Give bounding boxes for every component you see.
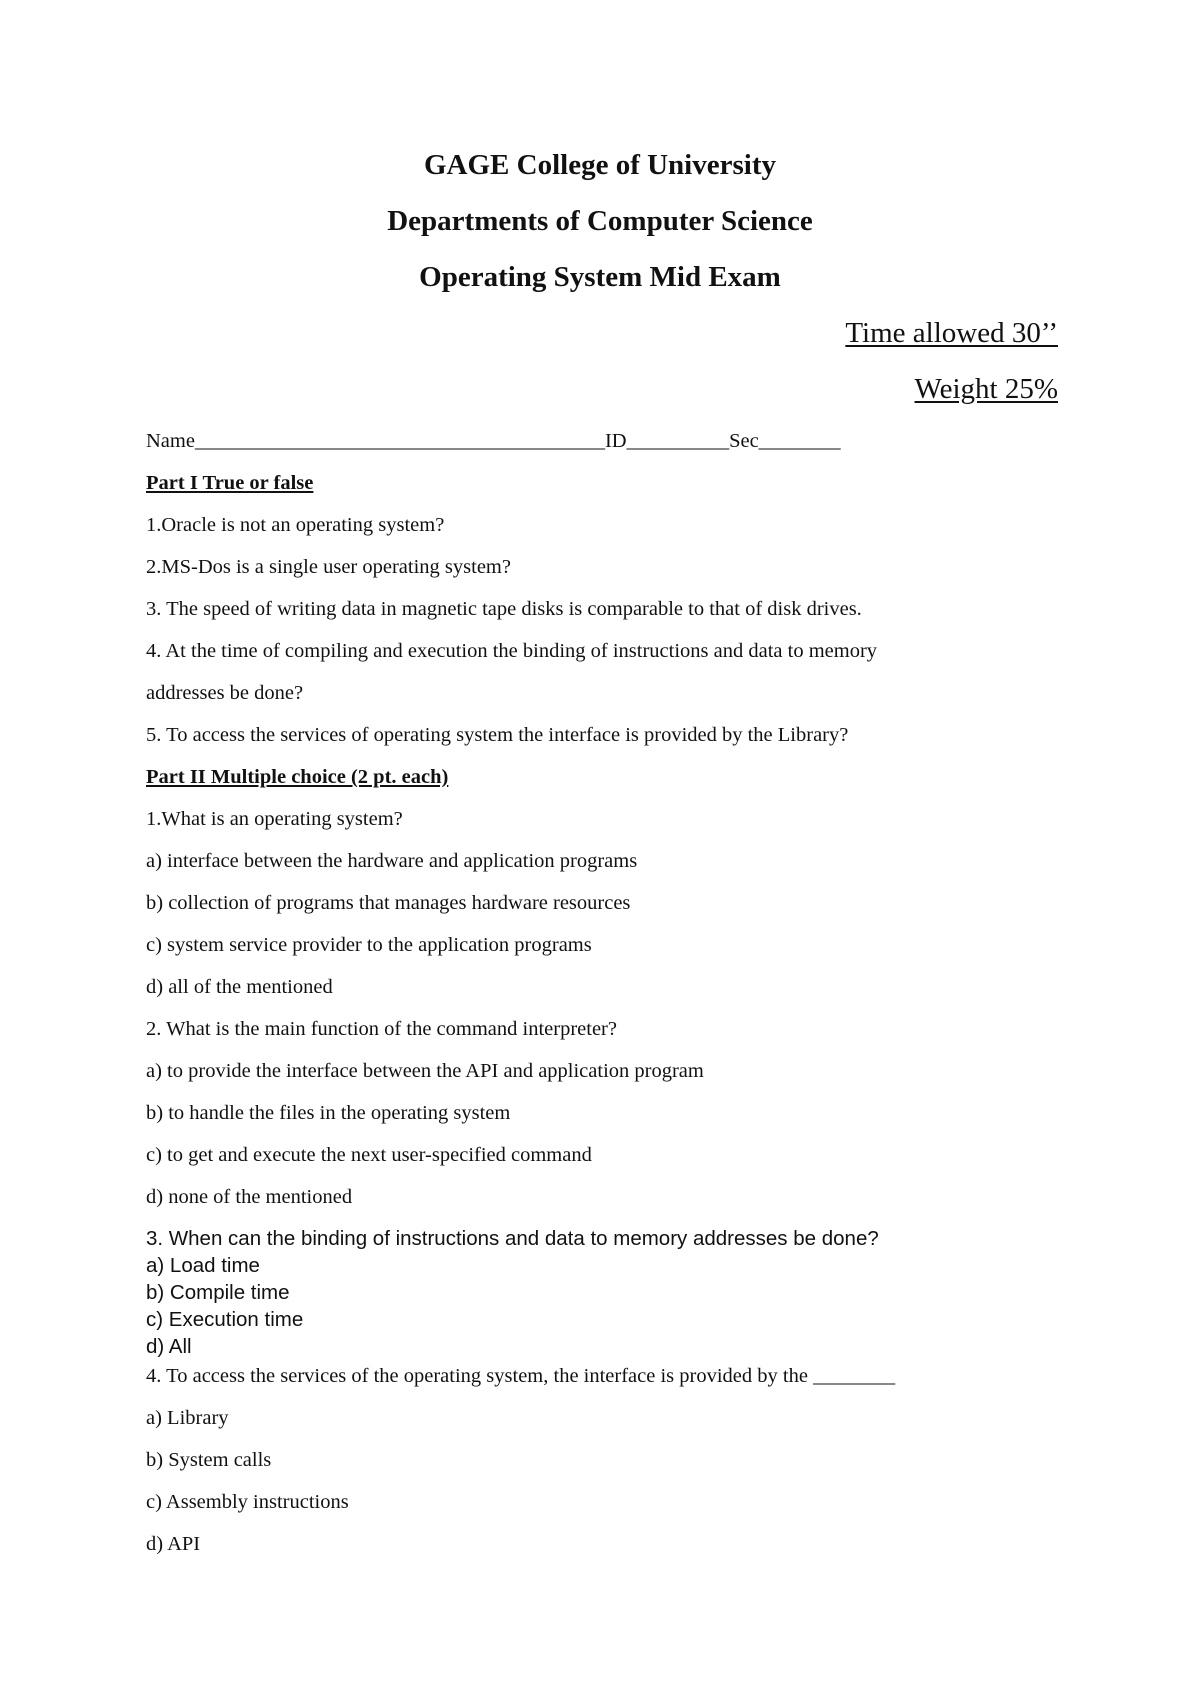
mc-q2-option-c: c) to get and execute the next user-specified command — [146, 1144, 592, 1166]
mc-q4-option-d: d) API — [146, 1533, 201, 1555]
exam-weight: Weight 25% — [914, 373, 1058, 405]
mc-question-2: 2. What is the main function of the command interpreter? — [146, 1018, 617, 1040]
part1-question-3: 3. The speed of writing data in magnetic tape disks is comparable to that of disk drives. — [146, 598, 862, 620]
part1-question-4-cont: addresses be done? — [146, 682, 304, 704]
mc-question-1: 1.What is an operating system? — [146, 808, 403, 830]
part1-heading: Part I True or false — [146, 472, 314, 494]
mc-q1-option-b: b) collection of programs that manages hardware resources — [146, 892, 631, 914]
mc-q4-option-c: c) Assembly instructions — [146, 1491, 349, 1513]
mc-q3-option-b: b) Compile time — [146, 1281, 290, 1304]
time-allowed: Time allowed 30’’ — [845, 317, 1058, 349]
part1-question-2: 2.MS-Dos is a single user operating system? — [146, 556, 511, 578]
part1-question-1: 1.Oracle is not an operating system? — [146, 514, 445, 536]
part2-heading: Part II Multiple choice (2 pt. each) — [146, 766, 449, 788]
student-info-line: Name________________________________________ID__________Sec________ — [146, 430, 841, 452]
mc-question-4: 4. To access the services of the operating system, the interface is provided by the ________ — [146, 1365, 896, 1387]
part1-question-5: 5. To access the services of operating system the interface is provided by the Library? — [146, 724, 849, 746]
mc-q4-option-b: b) System calls — [146, 1449, 272, 1471]
mc-q4-option-a: a) Library — [146, 1407, 229, 1429]
mc-q1-option-d: d) all of the mentioned — [146, 976, 333, 998]
mc-q3-option-a: a) Load time — [146, 1254, 260, 1277]
mc-q3-option-d: d) All — [146, 1335, 192, 1358]
exam-title: Operating System Mid Exam — [419, 261, 781, 293]
mc-q3-option-c: c) Execution time — [146, 1308, 304, 1331]
mc-q1-option-a: a) interface between the hardware and application programs — [146, 850, 638, 872]
mc-q2-option-d: d) none of the mentioned — [146, 1186, 353, 1208]
part1-question-4: 4. At the time of compiling and execution the binding of instructions and data to memory — [146, 640, 878, 662]
mc-q1-option-c: c) system service provider to the application programs — [146, 934, 592, 956]
mc-q2-option-b: b) to handle the files in the operating system — [146, 1102, 511, 1124]
department-name: Departments of Computer Science — [387, 205, 813, 237]
college-name: GAGE College of University — [424, 149, 776, 181]
mc-q2-option-a: a) to provide the interface between the API and application program — [146, 1060, 704, 1082]
mc-question-3: 3. When can the binding of instructions and data to memory addresses be done? — [146, 1227, 879, 1250]
